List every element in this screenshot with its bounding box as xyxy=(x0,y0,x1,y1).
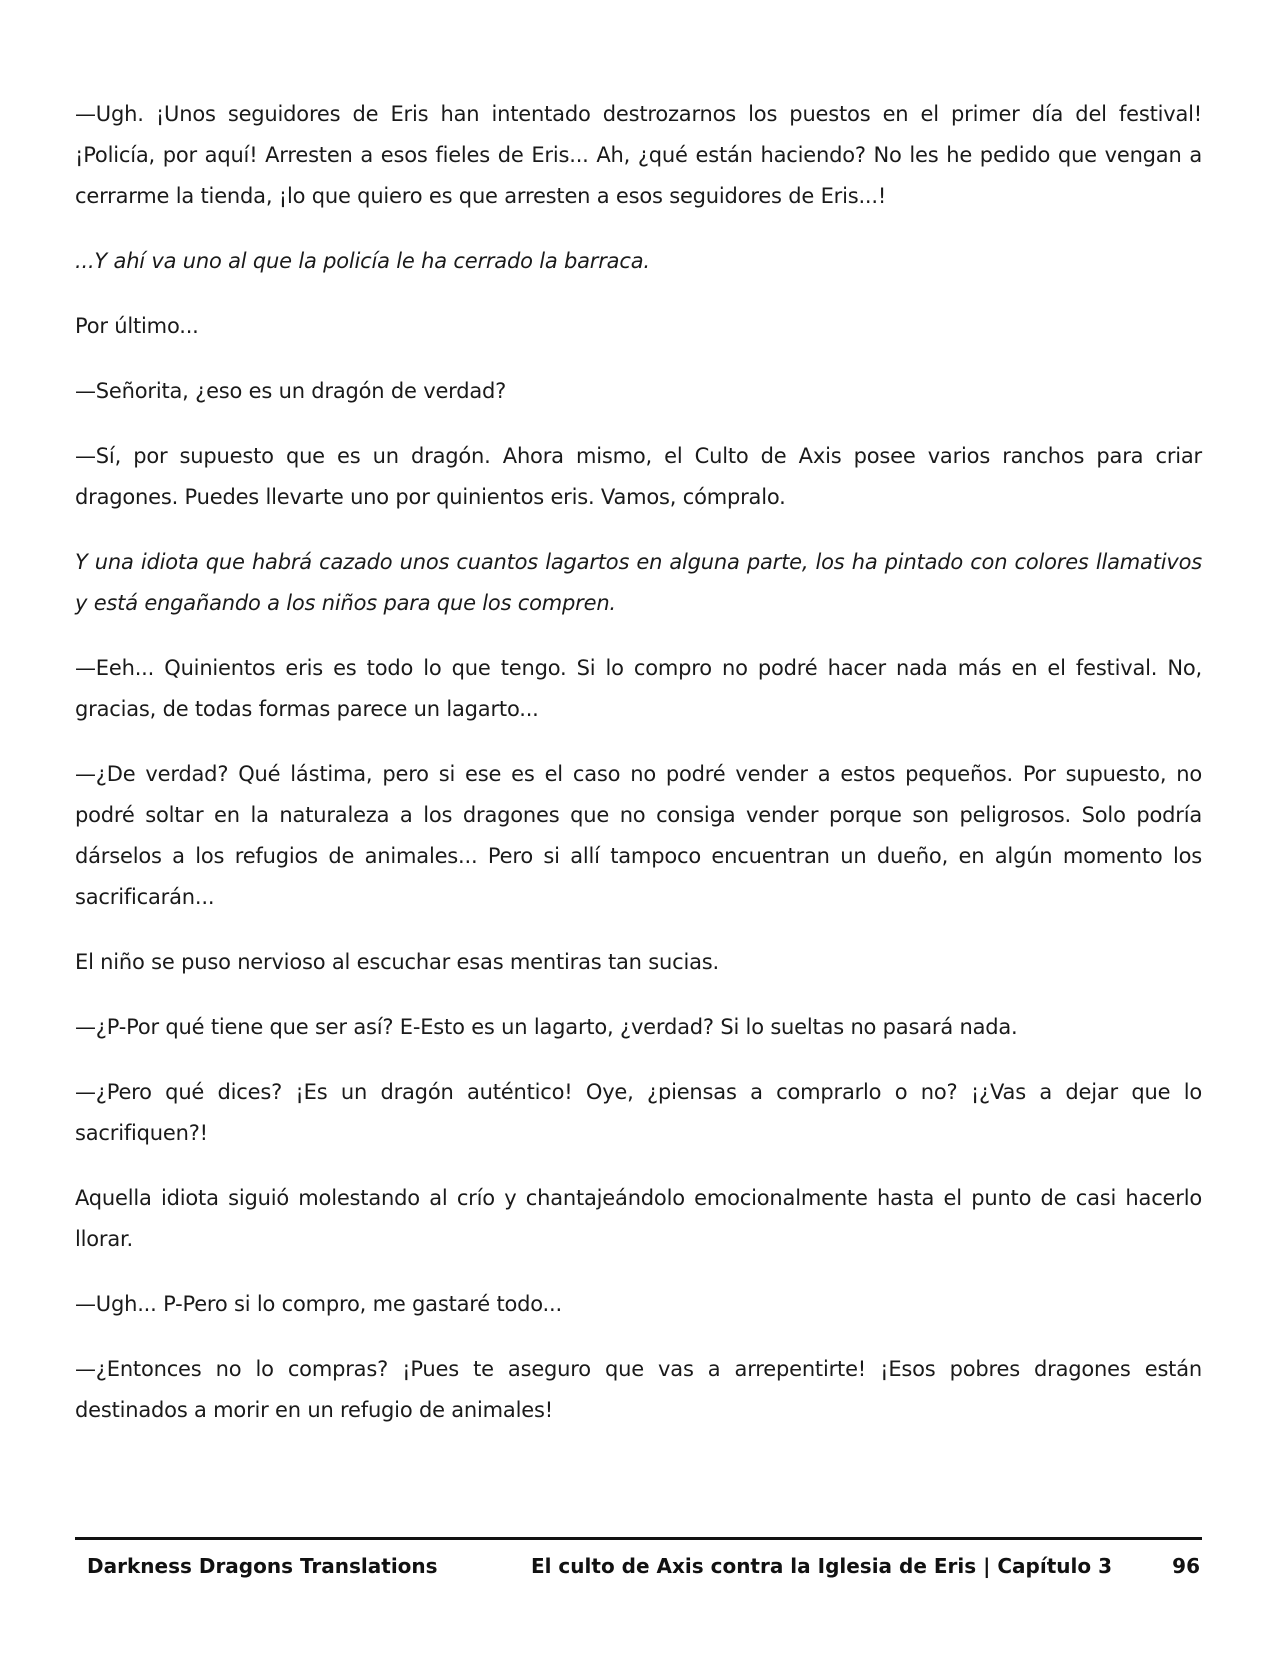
paragraph: —Ugh. ¡Unos seguidores de Eris han intentado destrozarnos los puestos en el primer día del festival! ¡Policía, por aquí! Arresten a esos fieles de Eris... Ah, ¿qué están haciendo? No les he pedido que vengan a cerrarme la tienda, ¡lo que quiero es que arresten a esos seguidores de Eris...! xyxy=(75,102,1202,208)
paragraph: Por último... xyxy=(75,314,199,338)
paragraph: —Sí, por supuesto que es un dragón. Ahora mismo, el Culto de Axis posee varios ranchos para criar dragones. Puedes llevarte uno por quinientos eris. Vamos, cómpralo. xyxy=(75,444,1202,509)
paragraph: —¿De verdad? Qué lástima, pero si ese es el caso no podré vender a estos pequeños. Por supuesto, no podré soltar en la naturaleza a los dragones que no consiga vender porque son peligrosos. Solo podría dárselos a los refugios de animales... Pero si allí tampoco encuentran un dueño, en algún momento los sacrificarán... xyxy=(75,762,1202,909)
paragraph: —Eeh... Quinientos eris es todo lo que tengo. Si lo compro no podré hacer nada más en el festival. No, gracias, de todas formas parece un lagarto... xyxy=(75,656,1202,721)
footer-divider xyxy=(75,1537,1202,1540)
page-footer xyxy=(75,1548,1202,1584)
paragraph: —Ugh... P-Pero si lo compro, me gastaré todo... xyxy=(75,1292,562,1316)
paragraph: —¿Entonces no lo compras? ¡Pues te aseguro que vas a arrepentirte! ¡Esos pobres dragones están destinados a morir en un refugio de animales! xyxy=(75,1357,1202,1422)
page-body xyxy=(75,94,1202,1455)
page-number: 96 xyxy=(1172,1554,1200,1578)
footer-book-title: El culto de Axis contra la Iglesia de Eris | Capítulo 3 xyxy=(530,1554,1112,1578)
paragraph: El niño se puso nervioso al escuchar esas mentiras tan sucias. xyxy=(75,950,719,974)
paragraph: —¿Pero qué dices? ¡Es un dragón auténtico! Oye, ¿piensas a comprarlo o no? ¡¿Vas a dejar que lo sacrifiquen?! xyxy=(75,1080,1202,1145)
paragraph: Y una idiota que habrá cazado unos cuantos lagartos en alguna parte, los ha pintado con colores llamativos y está engañando a los niños para que los compren. xyxy=(75,550,1202,615)
paragraph: ...Y ahí va uno al que la policía le ha cerrado la barraca. xyxy=(75,249,650,273)
paragraph: Aquella idiota siguió molestando al crío y chantajeándolo emocionalmente hasta el punto de casi hacerlo llorar. xyxy=(75,1186,1202,1251)
paragraph: —¿P-Por qué tiene que ser así? E-Esto es un lagarto, ¿verdad? Si lo sueltas no pasará nada. xyxy=(75,1015,1018,1039)
paragraph: —Señorita, ¿eso es un dragón de verdad? xyxy=(75,379,507,403)
footer-translator-credit: Darkness Dragons Translations xyxy=(87,1554,438,1578)
